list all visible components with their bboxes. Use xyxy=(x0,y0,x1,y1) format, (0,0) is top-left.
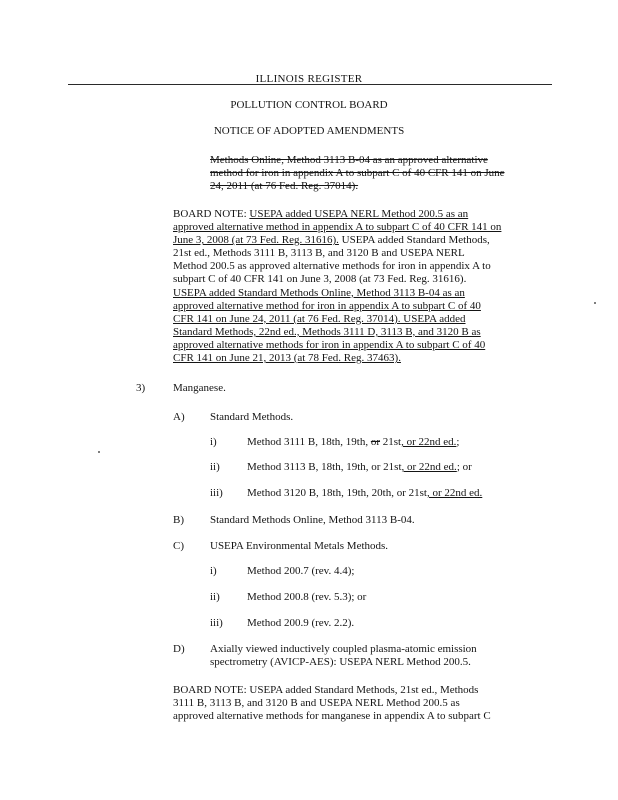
item-label: C) xyxy=(173,540,184,552)
note-text: 21st ed., Methods 3111 B, 3113 B, and 3120 B and USEPA NERL xyxy=(173,247,465,260)
subitem-text xyxy=(247,436,459,449)
subitem-label: ii) xyxy=(210,591,220,603)
section-title: Manganese. xyxy=(173,382,226,394)
subitem-text xyxy=(247,461,472,474)
inserted-text: approved alternative methods for iron in appendix A to subpart C of 40 xyxy=(173,338,486,351)
inserted-text: approved alternative method for iron in appendix A to subpart C of 40 xyxy=(173,299,481,312)
board-note-manganese xyxy=(173,684,491,723)
inserted-text: CFR 141 on June 21, 2013 (at 78 Fed. Reg. 37463). xyxy=(173,352,401,365)
item-text xyxy=(210,643,477,669)
scan-speck xyxy=(98,451,100,453)
method-text: Method 3113 B, 18th, 19th, or 21st xyxy=(247,461,402,473)
note-text: Method 200.5 as approved alternative methods for iron in appendix A to xyxy=(173,260,491,273)
note-text: USEPA added Standard Methods, xyxy=(338,234,490,247)
method-text: Method 3120 B, 18th, 19th, 20th, or 21st xyxy=(247,487,427,499)
inserted-text: CFR 141 on June 24, 2011 (at 76 Fed. Reg. 37014). xyxy=(173,312,401,325)
inserted-text: USEPA added USEPA NERL Method 200.5 as an xyxy=(249,208,469,220)
board-note-label: BOARD NOTE: xyxy=(173,208,250,220)
inserted-text: approved alternative method in appendix A to subpart C of 40 CFR 141 on xyxy=(173,221,502,234)
subitem-text: Method 200.8 (rev. 5.3); or xyxy=(247,591,367,603)
item-label: D) xyxy=(173,643,185,655)
note-text: BOARD NOTE: USEPA added Standard Methods, 21st ed., Methods xyxy=(173,684,479,696)
section-number: 3) xyxy=(136,382,146,394)
inserted-text: June 3, 2008 (at 73 Fed. Reg. 31616). xyxy=(173,234,339,247)
subitem-label: ii) xyxy=(210,461,220,473)
scan-speck xyxy=(594,302,596,304)
method-text: ; xyxy=(456,436,460,448)
item-text: Standard Methods Online, Method 3113 B-04. xyxy=(210,514,415,526)
inserted-text: USEPA added xyxy=(400,312,466,325)
inserted-text: Standard Methods, 22nd ed., Methods 3111 D, 3113 B, and 3120 B as xyxy=(173,325,481,338)
struck-line: method for iron in appendix A to subpart C of 40 CFR 141 on June xyxy=(210,167,505,180)
inserted-text: USEPA added Standard Methods Online, Method 3113 B-04 as an xyxy=(173,286,465,299)
item-title: USEPA Environmental Metals Methods. xyxy=(210,540,389,552)
subitem-label: iii) xyxy=(210,487,223,499)
subitem-label: i) xyxy=(210,436,217,448)
struck-line: 24, 2011 (at 76 Fed. Reg. 37014). xyxy=(210,180,359,193)
struck-paragraph xyxy=(210,154,505,193)
inserted-text: , or 22nd ed. xyxy=(426,487,483,499)
subitem-text: Method 200.9 (rev. 2.2). xyxy=(247,617,355,629)
board-title: POLLUTION CONTROL BOARD xyxy=(230,99,388,111)
item-text-line: spectrometry (AVICP-AES): USEPA NERL Method 200.5. xyxy=(210,656,471,669)
register-title: ILLINOIS REGISTER xyxy=(255,73,363,85)
board-note-iron xyxy=(173,208,501,365)
item-text-line: Axially viewed inductively coupled plasma-atomic emission xyxy=(210,643,477,655)
method-text: Method 3111 B, 18th, 19th, xyxy=(247,436,371,448)
inserted-text: , or 22nd ed. xyxy=(401,461,457,473)
item-title: Standard Methods. xyxy=(210,411,294,423)
item-label: B) xyxy=(173,514,184,526)
struck-text: or xyxy=(370,436,381,448)
note-text: subpart C of 40 CFR 141 on June 3, 2008 (at 73 Fed. Reg. 31616). xyxy=(173,273,467,286)
note-text: approved alternative methods for manganese in appendix A to subpart C xyxy=(173,710,491,723)
notice-title: NOTICE OF ADOPTED AMENDMENTS xyxy=(213,125,405,137)
subitem-label: iii) xyxy=(210,617,223,629)
method-text: ; or xyxy=(456,461,472,473)
struck-line: Methods Online, Method 3113 B-04 as an approved alternative xyxy=(210,154,488,166)
subitem-text xyxy=(247,487,482,500)
subitem-text: Method 200.7 (rev. 4.4); xyxy=(247,565,355,577)
subitem-label: i) xyxy=(210,565,217,577)
note-text: 3111 B, 3113 B, and 3120 B and USEPA NERL Method 200.5 as xyxy=(173,697,460,710)
method-text: 21st xyxy=(380,436,402,448)
item-label: A) xyxy=(173,411,185,423)
inserted-text: , or 22nd ed. xyxy=(401,436,457,448)
